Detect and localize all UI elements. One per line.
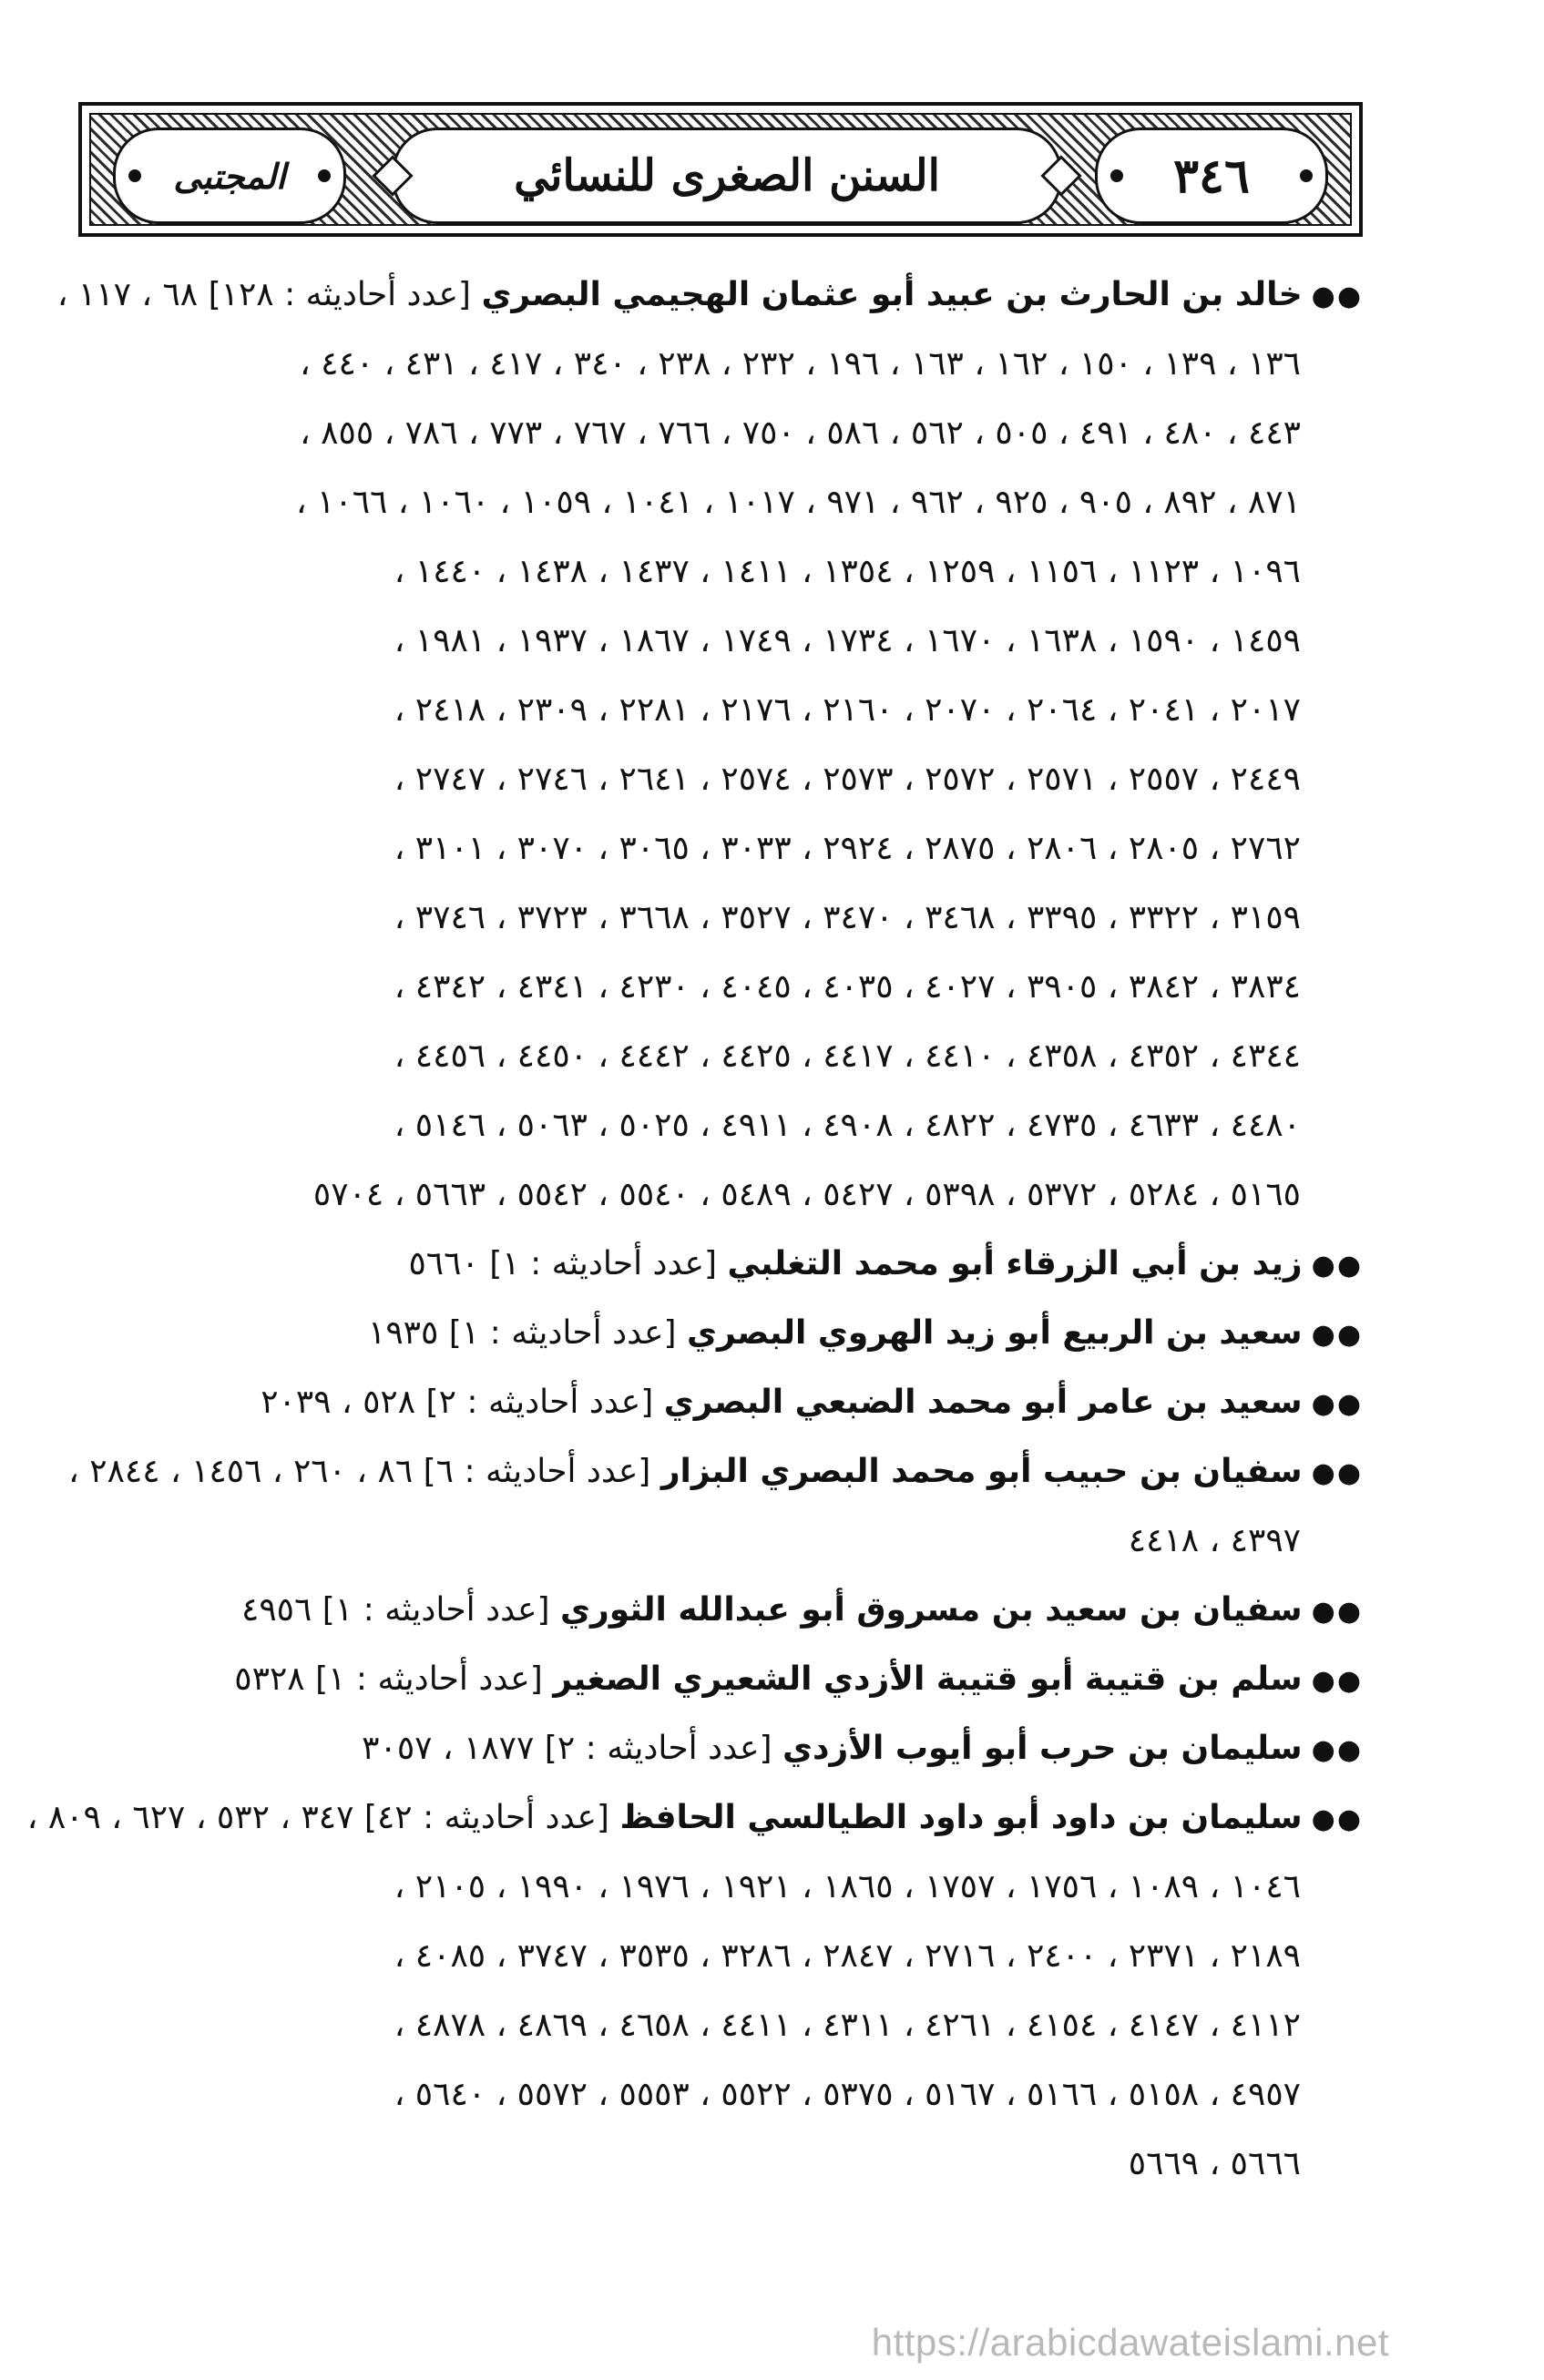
header-ornament-band — [89, 113, 1352, 226]
ornament-dot — [128, 169, 141, 182]
hadith-count: [عدد أحاديثه : ١] — [322, 1591, 550, 1629]
entry-continuation-line — [78, 745, 1363, 814]
bullet-icon: ●● — [1311, 1388, 1363, 1420]
page-header — [78, 102, 1363, 237]
narrator-entry — [78, 1714, 1363, 1783]
ornament-dot — [1300, 169, 1313, 182]
bullet-icon: ●● — [1311, 281, 1363, 312]
hadith-count: [عدد أحاديثه : ١] — [448, 1314, 677, 1352]
narrator-entry — [78, 1230, 1363, 1299]
narrator-entry — [78, 1299, 1363, 1368]
entry-heading-line — [78, 1230, 1363, 1299]
hadith-numbers: ٣٨٣٤ ، ٣٨٤٢ ، ٣٩٠٥ ، ٤٠٢٧ ، ٤٠٣٥ ، ٤٠٤٥ ، ٤٢٣٠ ، ٤٣٤١ ، ٤٣٤٢ ، — [394, 968, 1301, 1006]
entry-continuation-line — [78, 676, 1363, 745]
entry-heading-line — [26, 1783, 1363, 1853]
entry-continuation-line — [78, 1991, 1363, 2060]
entry-continuation-line — [78, 1853, 1363, 1922]
entry-continuation-line — [78, 330, 1363, 399]
entry-continuation-line — [78, 1160, 1363, 1230]
bullet-icon: ●● — [1311, 1596, 1363, 1628]
hadith-numbers: ٥٢٨ ، ٢٠٣٩ — [261, 1384, 416, 1421]
entry-continuation-line — [78, 884, 1363, 953]
book-label: المجتبى — [173, 155, 286, 197]
hadith-numbers: ١٤٥٩ ، ١٥٩٠ ، ١٦٣٨ ، ١٦٧٠ ، ١٧٣٤ ، ١٧٤٩ ، ١٨٦٧ ، ١٩٣٧ ، ١٩٨١ ، — [394, 622, 1301, 659]
hadith-count: [عدد أحاديثه : ٢] — [425, 1384, 654, 1421]
hadith-count: [عدد أحاديثه : ٦] — [423, 1453, 651, 1490]
entry-heading-line — [78, 1299, 1363, 1368]
narrator-name: سليمان بن داود أبو داود الطيالسي الحافظ — [619, 1799, 1303, 1836]
entry-continuation-line — [78, 468, 1363, 537]
ornament-dot — [318, 169, 331, 182]
ornament-dot — [1110, 169, 1123, 182]
entry-continuation-line — [78, 2130, 1363, 2199]
hadith-numbers: ٤١١٢ ، ٤١٤٧ ، ٤١٥٤ ، ٤٢٦١ ، ٤٣١١ ، ٤٤١١ ، ٤٦٥٨ ، ٤٨٦٩ ، ٤٨٧٨ ، — [394, 2007, 1301, 2044]
narrator-name: سفيان بن حبيب أبو محمد البصري البزار — [660, 1453, 1303, 1490]
narrator-name: خالد بن الحارث بن عبيد أبو عثمان الهجيمي البصري — [481, 276, 1303, 313]
page-number-medallion — [1095, 128, 1328, 224]
narrator-entry — [56, 260, 1363, 1230]
hadith-numbers: ٣١٥٩ ، ٣٣٢٢ ، ٣٣٩٥ ، ٣٤٦٨ ، ٣٤٧٠ ، ٣٥٢٧ ، ٣٦٦٨ ، ٣٧٢٣ ، ٣٧٤٦ ، — [394, 899, 1301, 936]
hadith-numbers: ٢٤٤٩ ، ٢٥٥٧ ، ٢٥٧١ ، ٢٥٧٢ ، ٢٥٧٣ ، ٢٥٧٤ ، ٢٦٤١ ، ٢٧٤٦ ، ٢٧٤٧ ، — [394, 761, 1301, 798]
hadith-numbers: ٦٨ ، ١١٧ ، — [56, 276, 199, 313]
hadith-numbers: ١٠٩٦ ، ١١٢٣ ، ١١٥٦ ، ١٢٥٩ ، ١٣٥٤ ، ١٤١١ ، ١٤٣٧ ، ١٤٣٨ ، ١٤٤٠ ، — [394, 553, 1301, 590]
entry-continuation-line — [78, 537, 1363, 607]
entry-heading-line — [78, 1576, 1363, 1645]
hadith-numbers: ١٣٦ ، ١٣٩ ، ١٥٠ ، ١٦٢ ، ١٦٣ ، ١٩٦ ، ٢٣٢ ، ٢٣٨ ، ٣٤٠ ، ٤١٧ ، ٤٣١ ، ٤٤٠ ، — [300, 345, 1301, 383]
hadith-numbers: ٥٣٢٨ — [234, 1660, 305, 1698]
hadith-numbers: ٤٩٥٦ — [241, 1591, 312, 1629]
entry-continuation-line — [78, 607, 1363, 676]
bullet-icon: ●● — [1311, 1734, 1363, 1766]
hadith-numbers: ٤٩٥٧ ، ٥١٥٨ ، ٥١٦٦ ، ٥١٦٧ ، ٥٣٧٥ ، ٥٥٢٢ ، ٥٥٥٣ ، ٥٥٧٢ ، ٥٦٤٠ ، — [394, 2076, 1301, 2113]
entry-continuation-line — [78, 1091, 1363, 1160]
hadith-numbers: ٥٦٦٦ ، ٥٦٦٩ — [1128, 2145, 1301, 2182]
narrator-entry — [26, 1783, 1363, 2199]
hadith-numbers: ٤٤٣ ، ٤٨٠ ، ٤٩١ ، ٥٠٥ ، ٥٦٢ ، ٥٨٦ ، ٧٥٠ ، ٧٦٦ ، ٧٦٧ ، ٧٧٣ ، ٧٨٦ ، ٨٥٥ ، — [300, 414, 1301, 452]
hadith-numbers: ٢٠١٧ ، ٢٠٤١ ، ٢٠٦٤ ، ٢٠٧٠ ، ٢١٦٠ ، ٢١٧٦ ، ٢٢٨١ ، ٢٣٠٩ ، ٢٤١٨ ، — [394, 691, 1301, 729]
narrator-name: سعيد بن الربيع أبو زيد الهروي البصري — [686, 1314, 1303, 1352]
entry-continuation-line — [78, 1922, 1363, 1991]
hadith-numbers: ٢١٨٩ ، ٢٣٧١ ، ٢٤٠٠ ، ٢٧١٦ ، ٢٨٤٧ ، ٣٢٨٦ ، ٣٥٣٥ ، ٣٧٤٧ ، ٤٠٨٥ ، — [394, 1937, 1301, 1975]
narrator-entry — [78, 1645, 1363, 1714]
entry-heading-line — [78, 1714, 1363, 1783]
entry-continuation-line — [78, 1022, 1363, 1091]
book-label-medallion — [113, 128, 346, 224]
narrator-name: سفيان بن سعيد بن مسروق أبو عبدالله الثوري — [560, 1591, 1303, 1629]
title-plate — [392, 128, 1062, 224]
narrator-name: زيد بن أبي الزرقاء أبو محمد التغلبي — [727, 1245, 1303, 1282]
entry-continuation-line — [78, 1507, 1363, 1576]
narrator-entry — [78, 1576, 1363, 1645]
watermark-url: https://arabicdawateislami.net — [871, 2321, 1389, 2364]
hadith-numbers: ١٠٤٦ ، ١٠٨٩ ، ١٧٥٦ ، ١٧٥٧ ، ١٨٦٥ ، ١٩٢١ ، ١٩٧٦ ، ١٩٩٠ ، ٢١٠٥ ، — [394, 1868, 1301, 1905]
narrator-name: سعيد بن عامر أبو محمد الضبعي البصري — [663, 1384, 1303, 1421]
narrator-name: سليمان بن حرب أبو أيوب الأزدي — [782, 1730, 1303, 1767]
hadith-numbers: ٤٣٩٧ ، ٤٤١٨ — [1128, 1522, 1301, 1559]
hadith-numbers: ٢٧٦٢ ، ٢٨٠٥ ، ٢٨٠٦ ، ٢٨٧٥ ، ٢٩٢٤ ، ٣٠٣٣ ، ٣٠٦٥ ، ٣٠٧٠ ، ٣١٠١ ، — [394, 830, 1301, 867]
bullet-icon: ●● — [1311, 1457, 1363, 1489]
hadith-count: [عدد أحاديثه : ١] — [315, 1660, 543, 1698]
entry-heading-line — [56, 260, 1363, 330]
hadith-numbers: ٣٤٧ ، ٥٣٢ ، ٦٢٧ ، ٨٠٩ ، — [26, 1799, 354, 1836]
narrator-entry — [78, 1368, 1363, 1437]
bullet-icon: ●● — [1311, 1319, 1363, 1351]
bullet-icon: ●● — [1311, 1803, 1363, 1835]
bullet-icon: ●● — [1311, 1250, 1363, 1282]
entry-heading-line — [68, 1437, 1363, 1507]
hadith-count: [عدد أحاديثه : ١] — [489, 1245, 717, 1282]
entry-heading-line — [78, 1645, 1363, 1714]
entry-continuation-line — [78, 953, 1363, 1022]
entry-continuation-line — [78, 2060, 1363, 2130]
hadith-numbers: ٨٧١ ، ٨٩٢ ، ٩٠٥ ، ٩٢٥ ، ٩٦٢ ، ٩٧١ ، ١٠١٧ ، ١٠٤١ ، ١٠٥٩ ، ١٠٦٠ ، ١٠٦٦ ، — [295, 484, 1301, 521]
hadith-numbers: ١٨٧٧ ، ٣٠٥٧ — [362, 1730, 535, 1767]
entry-heading-line — [78, 1368, 1363, 1437]
hadith-numbers: ٨٦ ، ٢٦٠ ، ١٤٥٦ ، ٢٨٤٤ ، — [68, 1453, 414, 1490]
narrator-name: سلم بن قتيبة أبو قتيبة الأزدي الشعيري الصغير — [553, 1660, 1303, 1698]
hadith-numbers: ٤٣٤٤ ، ٤٣٥٢ ، ٤٣٥٨ ، ٤٤١٠ ، ٤٤١٧ ، ٤٤٢٥ ، ٤٤٤٢ ، ٤٤٥٠ ، ٤٤٥٦ ، — [394, 1037, 1301, 1075]
hadith-count: [عدد أحاديثه : ٤٢] — [363, 1799, 609, 1836]
narrator-entry — [68, 1437, 1363, 1576]
page-title: السنن الصغرى للنسائي — [514, 150, 940, 201]
hadith-numbers: ٥٦٦٠ — [408, 1245, 479, 1282]
hadith-numbers: ٤٤٨٠ ، ٤٦٣٣ ، ٤٧٣٥ ، ٤٨٢٢ ، ٤٩٠٨ ، ٤٩١١ ، ٥٠٢٥ ، ٥٠٦٣ ، ٥١٤٦ ، — [394, 1107, 1301, 1144]
page-number: ٣٤٦ — [1173, 148, 1250, 204]
hadith-count: [عدد أحاديثه : ٢] — [544, 1730, 772, 1767]
entry-continuation-line — [78, 399, 1363, 468]
hadith-count: [عدد أحاديثه : ١٢٨] — [208, 276, 471, 313]
entry-continuation-line — [78, 814, 1363, 884]
narrator-index-list — [26, 260, 1363, 2199]
hadith-numbers: ١٩٣٥ — [367, 1314, 439, 1352]
bullet-icon: ●● — [1311, 1665, 1363, 1697]
hadith-numbers: ٥١٦٥ ، ٥٢٨٤ ، ٥٣٧٢ ، ٥٣٩٨ ، ٥٤٢٧ ، ٥٤٨٩ ، ٥٥٤٠ ، ٥٥٤٢ ، ٥٦٦٣ ، ٥٧٠٤ — [312, 1176, 1301, 1213]
